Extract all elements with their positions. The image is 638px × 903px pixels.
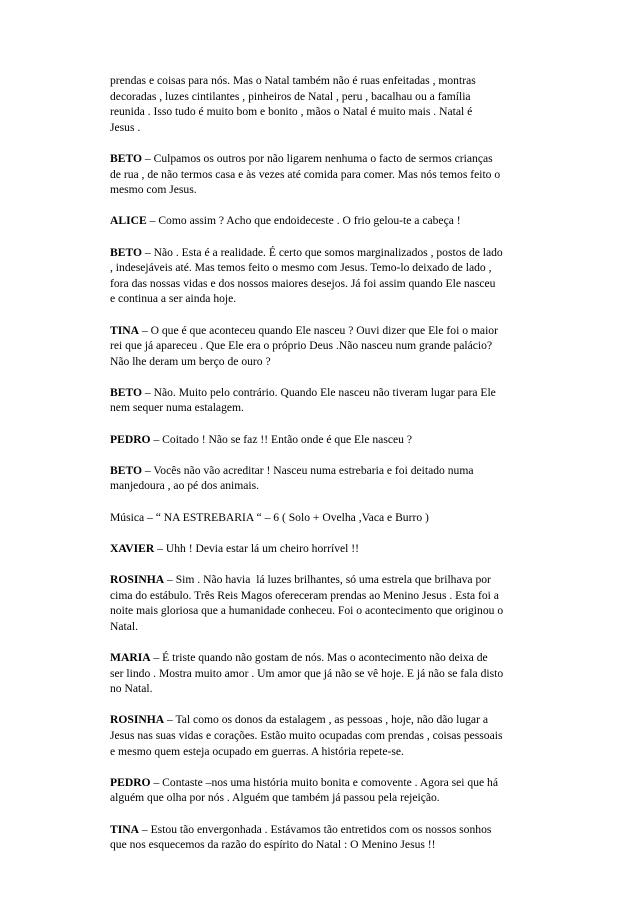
line-text: Música – “ NA ESTREBARIA “ – 6 ( Solo + Ovelha ,Vaca e Burro ) <box>110 510 429 524</box>
text-line <box>110 744 550 760</box>
line-text: – Coitado ! Não se faz !! Então onde é que Ele nasceu ? <box>150 432 412 446</box>
text-line <box>110 790 550 806</box>
text-line <box>110 73 550 89</box>
speaker-name: BETO <box>110 151 143 165</box>
line-text: – Estou tão envergonhada . Estávamos tão entretidos com os nossos sonhos <box>139 822 492 836</box>
line-text: – Tal como os donos da estalagem , as pessoas , hoje, não dão lugar a <box>164 713 488 727</box>
dialogue-paragraph <box>110 712 550 759</box>
dialogue-paragraph <box>110 385 550 416</box>
line-text: manjedoura , ao pé dos animais. <box>110 479 260 493</box>
speaker-name: PEDRO <box>110 432 151 446</box>
line-text: prendas e coisas para nós. Mas o Natal também não é ruas enfeitadas , montras <box>110 74 476 87</box>
text-line <box>110 182 550 198</box>
speaker-name: BETO <box>110 385 143 399</box>
text-line <box>110 104 550 120</box>
line-text: de rua , de não termos casa e às vezes até comida para comer. Mas nós temos feito o <box>110 167 501 181</box>
dialogue-paragraph <box>110 151 550 198</box>
dialogue-paragraph <box>110 775 550 806</box>
text-line <box>110 775 550 791</box>
dialogue-paragraph <box>110 463 550 494</box>
text-line <box>110 291 550 307</box>
text-line <box>110 89 550 105</box>
line-text: e mesmo quem esteja ocupado em guerras. A história repete-se. <box>110 744 404 758</box>
line-text: rei que já apareceu . Que Ele era o próprio Deus .Não nasceu num grande palácio? <box>110 339 493 353</box>
text-line <box>110 619 550 635</box>
text-line <box>110 728 550 744</box>
dialogue-paragraph <box>110 822 550 853</box>
dialogue-paragraph <box>110 323 550 370</box>
text-line <box>110 151 550 167</box>
text-line <box>110 323 550 339</box>
line-text: decoradas , luzes cintilantes , pinheiros de Natal , peru , bacalhau ou a família <box>110 89 471 103</box>
speaker-name: MARIA <box>110 650 151 664</box>
dialogue-paragraph <box>110 432 550 448</box>
text-line <box>110 666 550 682</box>
speaker-name: BETO <box>110 463 143 477</box>
line-text: e continua a ser ainda hoje. <box>110 292 237 306</box>
line-text: – Culpamos os outros por não ligarem nenhuma o facto de sermos crianças <box>142 151 493 165</box>
speaker-name: ROSINHA <box>110 573 165 586</box>
line-text: nem sequer numa estalagem. <box>110 401 244 415</box>
text-line <box>110 276 550 292</box>
line-text: mesmo com Jesus. <box>110 183 197 197</box>
line-text: que nos esquecemos da razão do espírito do Natal : O Menino Jesus !! <box>110 838 436 852</box>
line-text: – Não . Esta é a realidade. É certo que somos marginalizados , postos de lado <box>142 245 503 259</box>
line-text: Não lhe deram um berço de ouro ? <box>110 354 271 368</box>
line-text: – É triste quando não gostam de nós. Mas o acontecimento não deixa de <box>150 650 488 664</box>
speaker-name: BETO <box>110 245 143 259</box>
line-text: alguém que olha por nós . Alguém que também já passou pela rejeição. <box>110 791 440 805</box>
line-text: – Vocês não vão acreditar ! Nasceu numa estrebaria e foi deitado numa <box>142 463 474 477</box>
line-text: – O que é que aconteceu quando Ele nasceu ? Ouvi dizer que Ele foi o maior <box>139 323 498 337</box>
dialogue-paragraph <box>110 541 550 557</box>
speaker-name: XAVIER <box>110 541 155 555</box>
text-line <box>110 245 550 261</box>
text-line <box>110 213 550 229</box>
speaker-name: TINA <box>110 323 139 337</box>
line-text: , indesejáveis até. Mas temos feito o mesmo com Jesus. Temo-lo deixado de lado , <box>110 261 492 275</box>
text-line <box>110 463 550 479</box>
text-line <box>110 385 550 401</box>
text-line <box>110 572 550 588</box>
line-text: – Não. Muito pelo contrário. Quando Ele nasceu não tiveram lugar para Ele <box>142 385 496 399</box>
speaker-name: PEDRO <box>110 775 151 789</box>
speaker-name: ALICE <box>110 214 147 228</box>
text-line <box>110 338 550 354</box>
line-text: fora das nossas vidas e dos nossos maiores desejos. Já foi assim quando Ele nasceu <box>110 276 496 290</box>
text-line <box>110 478 550 494</box>
dialogue-paragraph <box>110 213 550 229</box>
text-line <box>110 681 550 697</box>
text-line <box>110 167 550 183</box>
line-text: – Contaste –nos uma história muito bonita e comovente . Agora sei que há <box>150 775 498 789</box>
text-line <box>110 432 550 448</box>
dialogue-paragraph <box>110 510 550 526</box>
text-line <box>110 712 550 728</box>
line-text: cima do estábulo. Três Reis Magos ofereceram prendas ao Menino Jesus . Esta foi a <box>110 588 499 602</box>
text-line <box>110 541 550 557</box>
speaker-name: ROSINHA <box>110 713 165 727</box>
text-line <box>110 120 550 136</box>
text-line <box>110 510 550 526</box>
line-text: – Sim . Não havia lá luzes brilhantes, só uma estrela que brilhava por <box>164 573 491 586</box>
line-text: – Uhh ! Devia estar lá um cheiro horrível !! <box>154 541 359 555</box>
text-line <box>110 837 550 853</box>
line-text: Jesus nas suas vidas e corações. Estão muito ocupadas com prendas , coisas pessoais <box>110 728 503 742</box>
line-text: Jesus . <box>110 120 141 134</box>
text-line <box>110 650 550 666</box>
line-text: – Como assim ? Acho que endoideceste . O frio gelou-te a cabeça ! <box>146 214 461 228</box>
dialogue-paragraph <box>110 572 550 634</box>
line-text: Natal. <box>110 619 139 633</box>
dialogue-paragraph <box>110 73 550 135</box>
text-line <box>110 603 550 619</box>
line-text: ser lindo . Mostra muito amor . Um amor que já não se vê hoje. E já não se fala disto <box>110 666 504 680</box>
line-text: reunida . Isso tudo é muito bom e bonito , mãos o Natal é muito mais . Natal é <box>110 105 473 119</box>
text-line <box>110 260 550 276</box>
line-text: noite mais gloriosa que a humanidade conheceu. Foi o acontecimento que originou o <box>110 604 504 618</box>
dialogue-paragraph <box>110 245 550 307</box>
text-line <box>110 822 550 838</box>
document-page <box>110 73 550 868</box>
dialogue-paragraph <box>110 650 550 697</box>
line-text: no Natal. <box>110 682 153 696</box>
text-line <box>110 354 550 370</box>
speaker-name: TINA <box>110 822 139 836</box>
text-line <box>110 400 550 416</box>
text-line <box>110 588 550 604</box>
